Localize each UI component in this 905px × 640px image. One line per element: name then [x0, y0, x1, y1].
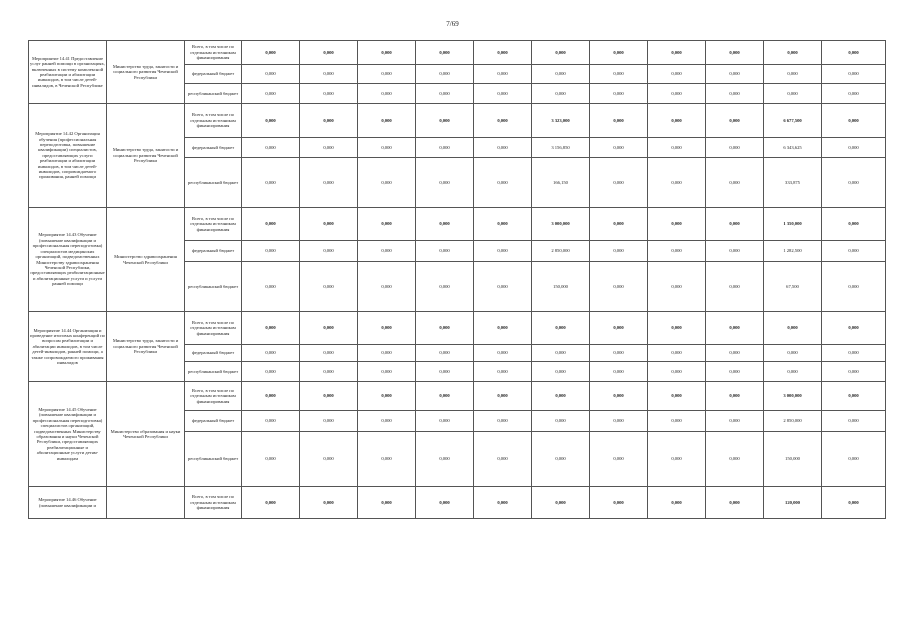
amount-cell: 0,000	[358, 345, 416, 362]
amount-cell: 0,000	[706, 487, 764, 519]
amount-cell: 0,000	[300, 487, 358, 519]
amount-cell: 0,000	[300, 158, 358, 208]
amount-cell: 0,000	[706, 65, 764, 84]
amount-cell: 0,000	[416, 312, 474, 345]
amount-cell: 0,000	[822, 345, 886, 362]
amount-cell: 2 850,000	[764, 411, 822, 432]
amount-cell: 0,000	[532, 432, 590, 487]
amount-cell: 0,000	[474, 138, 532, 158]
amount-cell: 0,000	[242, 41, 300, 65]
amount-cell: 0,000	[648, 158, 706, 208]
amount-cell: 0,000	[648, 345, 706, 362]
funding-source-cell: федеральный бюджет	[185, 138, 242, 158]
amount-cell: 0,000	[300, 104, 358, 138]
amount-cell: 0,000	[532, 84, 590, 104]
amount-cell: 0,000	[822, 208, 886, 241]
amount-cell: 0,000	[590, 382, 648, 411]
amount-cell: 0,000	[242, 158, 300, 208]
amount-cell: 0,000	[416, 432, 474, 487]
amount-cell: 0,000	[416, 65, 474, 84]
funding-source-cell: Всего, в том числе по отдельным источникам финансирования	[185, 312, 242, 345]
measure-cell: Мероприятие 14.42 Организация обучения (профессиональная переподготовка, повышение квалификации) специалистов, предоставляющих услуги реабилитации и абилитации инвалидов, в том числе детей-инвалидов, сопровождаемого проживания, ранней помощи	[29, 104, 107, 208]
funding-source-cell: республиканский бюджет	[185, 432, 242, 487]
amount-cell: 0,000	[358, 158, 416, 208]
funding-source-cell: Всего, в том числе по отдельным источникам финансирования	[185, 208, 242, 241]
amount-cell: 0,000	[590, 41, 648, 65]
amount-cell: 0,000	[474, 241, 532, 262]
amount-cell: 0,000	[300, 208, 358, 241]
executor-cell: Министерство труда, занятости и социального развития Чеченской Республики	[107, 312, 185, 382]
amount-cell: 0,000	[242, 411, 300, 432]
amount-cell: 0,000	[590, 65, 648, 84]
amount-cell: 0,000	[300, 432, 358, 487]
amount-cell: 0,000	[358, 65, 416, 84]
amount-cell: 0,000	[706, 382, 764, 411]
amount-cell: 0,000	[590, 432, 648, 487]
amount-cell: 0,000	[590, 487, 648, 519]
amount-cell: 0,000	[474, 208, 532, 241]
amount-cell: 2 850,000	[532, 241, 590, 262]
amount-cell: 0,000	[706, 432, 764, 487]
amount-cell: 0,000	[590, 208, 648, 241]
amount-cell: 0,000	[648, 138, 706, 158]
executor-cell	[107, 487, 185, 519]
amount-cell: 0,000	[590, 84, 648, 104]
amount-cell: 0,000	[532, 487, 590, 519]
amount-cell: 1 350,000	[764, 208, 822, 241]
amount-cell: 0,000	[300, 41, 358, 65]
amount-cell: 0,000	[242, 241, 300, 262]
funding-source-cell: Всего, в том числе по отдельным источникам финансирования	[185, 487, 242, 519]
funding-source-cell: федеральный бюджет	[185, 411, 242, 432]
amount-cell: 0,000	[358, 241, 416, 262]
amount-cell: 0,000	[532, 345, 590, 362]
amount-cell: 0,000	[822, 432, 886, 487]
amount-cell: 0,000	[474, 84, 532, 104]
amount-cell: 0,000	[358, 362, 416, 382]
amount-cell: 0,000	[706, 41, 764, 65]
executor-cell: Министерство здравоохранения Чеченской Республики	[107, 208, 185, 312]
amount-cell: 0,000	[706, 241, 764, 262]
amount-cell: 0,000	[764, 345, 822, 362]
amount-cell: 0,000	[300, 138, 358, 158]
amount-cell: 6 677,500	[764, 104, 822, 138]
amount-cell: 0,000	[416, 345, 474, 362]
amount-cell: 0,000	[474, 487, 532, 519]
amount-cell: 0,000	[706, 411, 764, 432]
amount-cell: 0,000	[242, 84, 300, 104]
measure-cell: Мероприятие 14.45 Обучение (повышение квалификации и профессиональная переподготовка) специалистов организаций, подведомственных Министерству образования и науки Чеченской Республики, предоставляющих реабилитационные и абилитационные услуги детям-инвалидам	[29, 382, 107, 487]
amount-cell: 0,000	[706, 138, 764, 158]
measure-cell: Мероприятие 14.44 Организация и проведение итоговых конференций по вопросам реабилитации и абилитации инвалидов, в том числе детей-инвалидов, ранней помощи, а также сопровождаемого проживания инвалидов	[29, 312, 107, 382]
amount-cell: 0,000	[822, 241, 886, 262]
amount-cell: 0,000	[416, 382, 474, 411]
amount-cell: 0,000	[416, 362, 474, 382]
amount-cell: 1 282,500	[764, 241, 822, 262]
amount-cell: 0,000	[242, 345, 300, 362]
amount-cell: 0,000	[706, 262, 764, 312]
amount-cell: 0,000	[416, 41, 474, 65]
amount-cell: 0,000	[300, 262, 358, 312]
amount-cell: 0,000	[358, 411, 416, 432]
amount-cell: 0,000	[822, 41, 886, 65]
amount-cell: 0,000	[822, 65, 886, 84]
amount-cell: 0,000	[416, 138, 474, 158]
amount-cell: 0,000	[590, 158, 648, 208]
amount-cell: 0,000	[822, 158, 886, 208]
amount-cell: 0,000	[648, 208, 706, 241]
amount-cell: 0,000	[706, 104, 764, 138]
amount-cell: 0,000	[474, 382, 532, 411]
amount-cell: 166,150	[532, 158, 590, 208]
amount-cell: 0,000	[590, 362, 648, 382]
amount-cell: 0,000	[300, 345, 358, 362]
amount-cell: 0,000	[416, 487, 474, 519]
amount-cell: 0,000	[300, 241, 358, 262]
amount-cell: 0,000	[416, 241, 474, 262]
amount-cell: 0,000	[358, 312, 416, 345]
amount-cell: 0,000	[358, 262, 416, 312]
funding-source-cell: республиканский бюджет	[185, 362, 242, 382]
amount-cell: 0,000	[242, 65, 300, 84]
amount-cell: 0,000	[648, 262, 706, 312]
amount-cell: 6 343,625	[764, 138, 822, 158]
table-row	[29, 382, 886, 411]
amount-cell: 0,000	[474, 262, 532, 312]
amount-cell: 0,000	[242, 262, 300, 312]
amount-cell: 0,000	[648, 411, 706, 432]
amount-cell: 0,000	[532, 382, 590, 411]
amount-cell: 3 000,000	[764, 382, 822, 411]
amount-cell: 0,000	[416, 158, 474, 208]
amount-cell: 0,000	[590, 104, 648, 138]
amount-cell: 0,000	[474, 345, 532, 362]
amount-cell: 0,000	[648, 312, 706, 345]
amount-cell: 0,000	[416, 104, 474, 138]
amount-cell: 0,000	[474, 432, 532, 487]
amount-cell: 0,000	[706, 84, 764, 104]
amount-cell: 0,000	[242, 382, 300, 411]
amount-cell: 0,000	[242, 138, 300, 158]
amount-cell: 0,000	[474, 312, 532, 345]
amount-cell: 0,000	[648, 362, 706, 382]
amount-cell: 0,000	[300, 411, 358, 432]
amount-cell: 0,000	[474, 362, 532, 382]
amount-cell: 0,000	[358, 487, 416, 519]
amount-cell: 0,000	[648, 65, 706, 84]
amount-cell: 0,000	[358, 138, 416, 158]
measure-cell: Мероприятие 14.43 Обучение (повышение квалификации и профессиональная переподготовка) специалистов медицинских организаций, подведомственных Министерству здравоохранения Чеченской Республики, предоставляющих реабилитационные и абилитационные услуги и услуги ранней помощи	[29, 208, 107, 312]
amount-cell: 0,000	[590, 262, 648, 312]
funding-source-cell: федеральный бюджет	[185, 65, 242, 84]
amount-cell: 0,000	[358, 208, 416, 241]
amount-cell: 0,000	[416, 208, 474, 241]
amount-cell: 0,000	[242, 362, 300, 382]
executor-cell: Министерство труда, занятости и социального развития Чеченской Республики	[107, 41, 185, 104]
amount-cell: 0,000	[532, 41, 590, 65]
amount-cell: 0,000	[764, 41, 822, 65]
amount-cell: 0,000	[648, 84, 706, 104]
amount-cell: 0,000	[358, 41, 416, 65]
table-row	[29, 208, 886, 241]
amount-cell: 0,000	[300, 382, 358, 411]
amount-cell: 0,000	[300, 362, 358, 382]
amount-cell: 67,500	[764, 262, 822, 312]
funding-source-cell: федеральный бюджет	[185, 241, 242, 262]
amount-cell: 0,000	[300, 312, 358, 345]
amount-cell: 0,000	[822, 104, 886, 138]
amount-cell: 0,000	[242, 487, 300, 519]
amount-cell: 3 000,000	[532, 208, 590, 241]
amount-cell: 0,000	[416, 411, 474, 432]
amount-cell: 0,000	[648, 241, 706, 262]
funding-source-cell: республиканский бюджет	[185, 84, 242, 104]
amount-cell: 0,000	[648, 382, 706, 411]
table-row	[29, 104, 886, 138]
amount-cell: 0,000	[706, 362, 764, 382]
amount-cell: 0,000	[822, 487, 886, 519]
amount-cell: 3 156,850	[532, 138, 590, 158]
funding-source-cell: Всего, в том числе по отдельным источникам финансирования	[185, 104, 242, 138]
amount-cell: 0,000	[590, 138, 648, 158]
amount-cell: 0,000	[532, 411, 590, 432]
funding-source-cell: республиканский бюджет	[185, 262, 242, 312]
amount-cell: 0,000	[532, 312, 590, 345]
amount-cell: 0,000	[242, 104, 300, 138]
amount-cell: 0,000	[706, 158, 764, 208]
funding-source-cell: республиканский бюджет	[185, 158, 242, 208]
amount-cell: 0,000	[590, 312, 648, 345]
amount-cell: 0,000	[822, 312, 886, 345]
amount-cell: 0,000	[358, 432, 416, 487]
funding-source-cell: Всего, в том числе по отдельным источникам финансирования	[185, 41, 242, 65]
amount-cell: 0,000	[822, 138, 886, 158]
amount-cell: 0,000	[474, 41, 532, 65]
amount-cell: 0,000	[416, 84, 474, 104]
amount-cell: 0,000	[822, 382, 886, 411]
amount-cell: 0,000	[474, 104, 532, 138]
amount-cell: 0,000	[358, 382, 416, 411]
measure-cell: Мероприятие 14.41 Предоставление услуг ранней помощи в организациях, включенных в систему комплексной реабилитации и абилитации инвалидов, в том числе детей-инвалидов, в Чеченской Республике	[29, 41, 107, 104]
amount-cell: 150,000	[764, 432, 822, 487]
amount-cell: 0,000	[242, 432, 300, 487]
amount-cell: 0,000	[358, 84, 416, 104]
amount-cell: 0,000	[416, 262, 474, 312]
amount-cell: 0,000	[532, 362, 590, 382]
amount-cell: 120,000	[764, 487, 822, 519]
budget-table	[28, 40, 886, 519]
amount-cell: 0,000	[532, 65, 590, 84]
amount-cell: 0,000	[474, 158, 532, 208]
amount-cell: 0,000	[706, 345, 764, 362]
amount-cell: 0,000	[474, 65, 532, 84]
executor-cell: Министерство образования и науки Чеченской Республики	[107, 382, 185, 487]
amount-cell: 0,000	[764, 84, 822, 104]
amount-cell: 0,000	[590, 345, 648, 362]
amount-cell: 0,000	[706, 312, 764, 345]
amount-cell: 0,000	[648, 104, 706, 138]
amount-cell: 3 323,000	[532, 104, 590, 138]
funding-source-cell: Всего, в том числе по отдельным источникам финансирования	[185, 382, 242, 411]
amount-cell: 0,000	[590, 411, 648, 432]
amount-cell: 0,000	[764, 312, 822, 345]
table-row	[29, 487, 886, 519]
amount-cell: 0,000	[648, 487, 706, 519]
amount-cell: 0,000	[648, 41, 706, 65]
amount-cell: 0,000	[590, 241, 648, 262]
executor-cell: Министерство труда, занятости и социального развития Чеченской Республики	[107, 104, 185, 208]
amount-cell: 0,000	[242, 208, 300, 241]
amount-cell: 0,000	[706, 208, 764, 241]
amount-cell: 0,000	[358, 104, 416, 138]
table-row	[29, 312, 886, 345]
amount-cell: 0,000	[822, 362, 886, 382]
amount-cell: 0,000	[242, 312, 300, 345]
amount-cell: 0,000	[764, 362, 822, 382]
table-row	[29, 41, 886, 65]
amount-cell: 0,000	[648, 432, 706, 487]
amount-cell: 0,000	[764, 65, 822, 84]
amount-cell: 0,000	[300, 84, 358, 104]
amount-cell: 0,000	[822, 84, 886, 104]
page-number: 7/69	[446, 20, 459, 28]
amount-cell: 333,875	[764, 158, 822, 208]
amount-cell: 0,000	[474, 411, 532, 432]
amount-cell: 0,000	[822, 262, 886, 312]
amount-cell: 150,000	[532, 262, 590, 312]
amount-cell: 0,000	[300, 65, 358, 84]
amount-cell: 0,000	[822, 411, 886, 432]
measure-cell: Мероприятие 14.46 Обучение (повышение квалификации и	[29, 487, 107, 519]
funding-source-cell: федеральный бюджет	[185, 345, 242, 362]
